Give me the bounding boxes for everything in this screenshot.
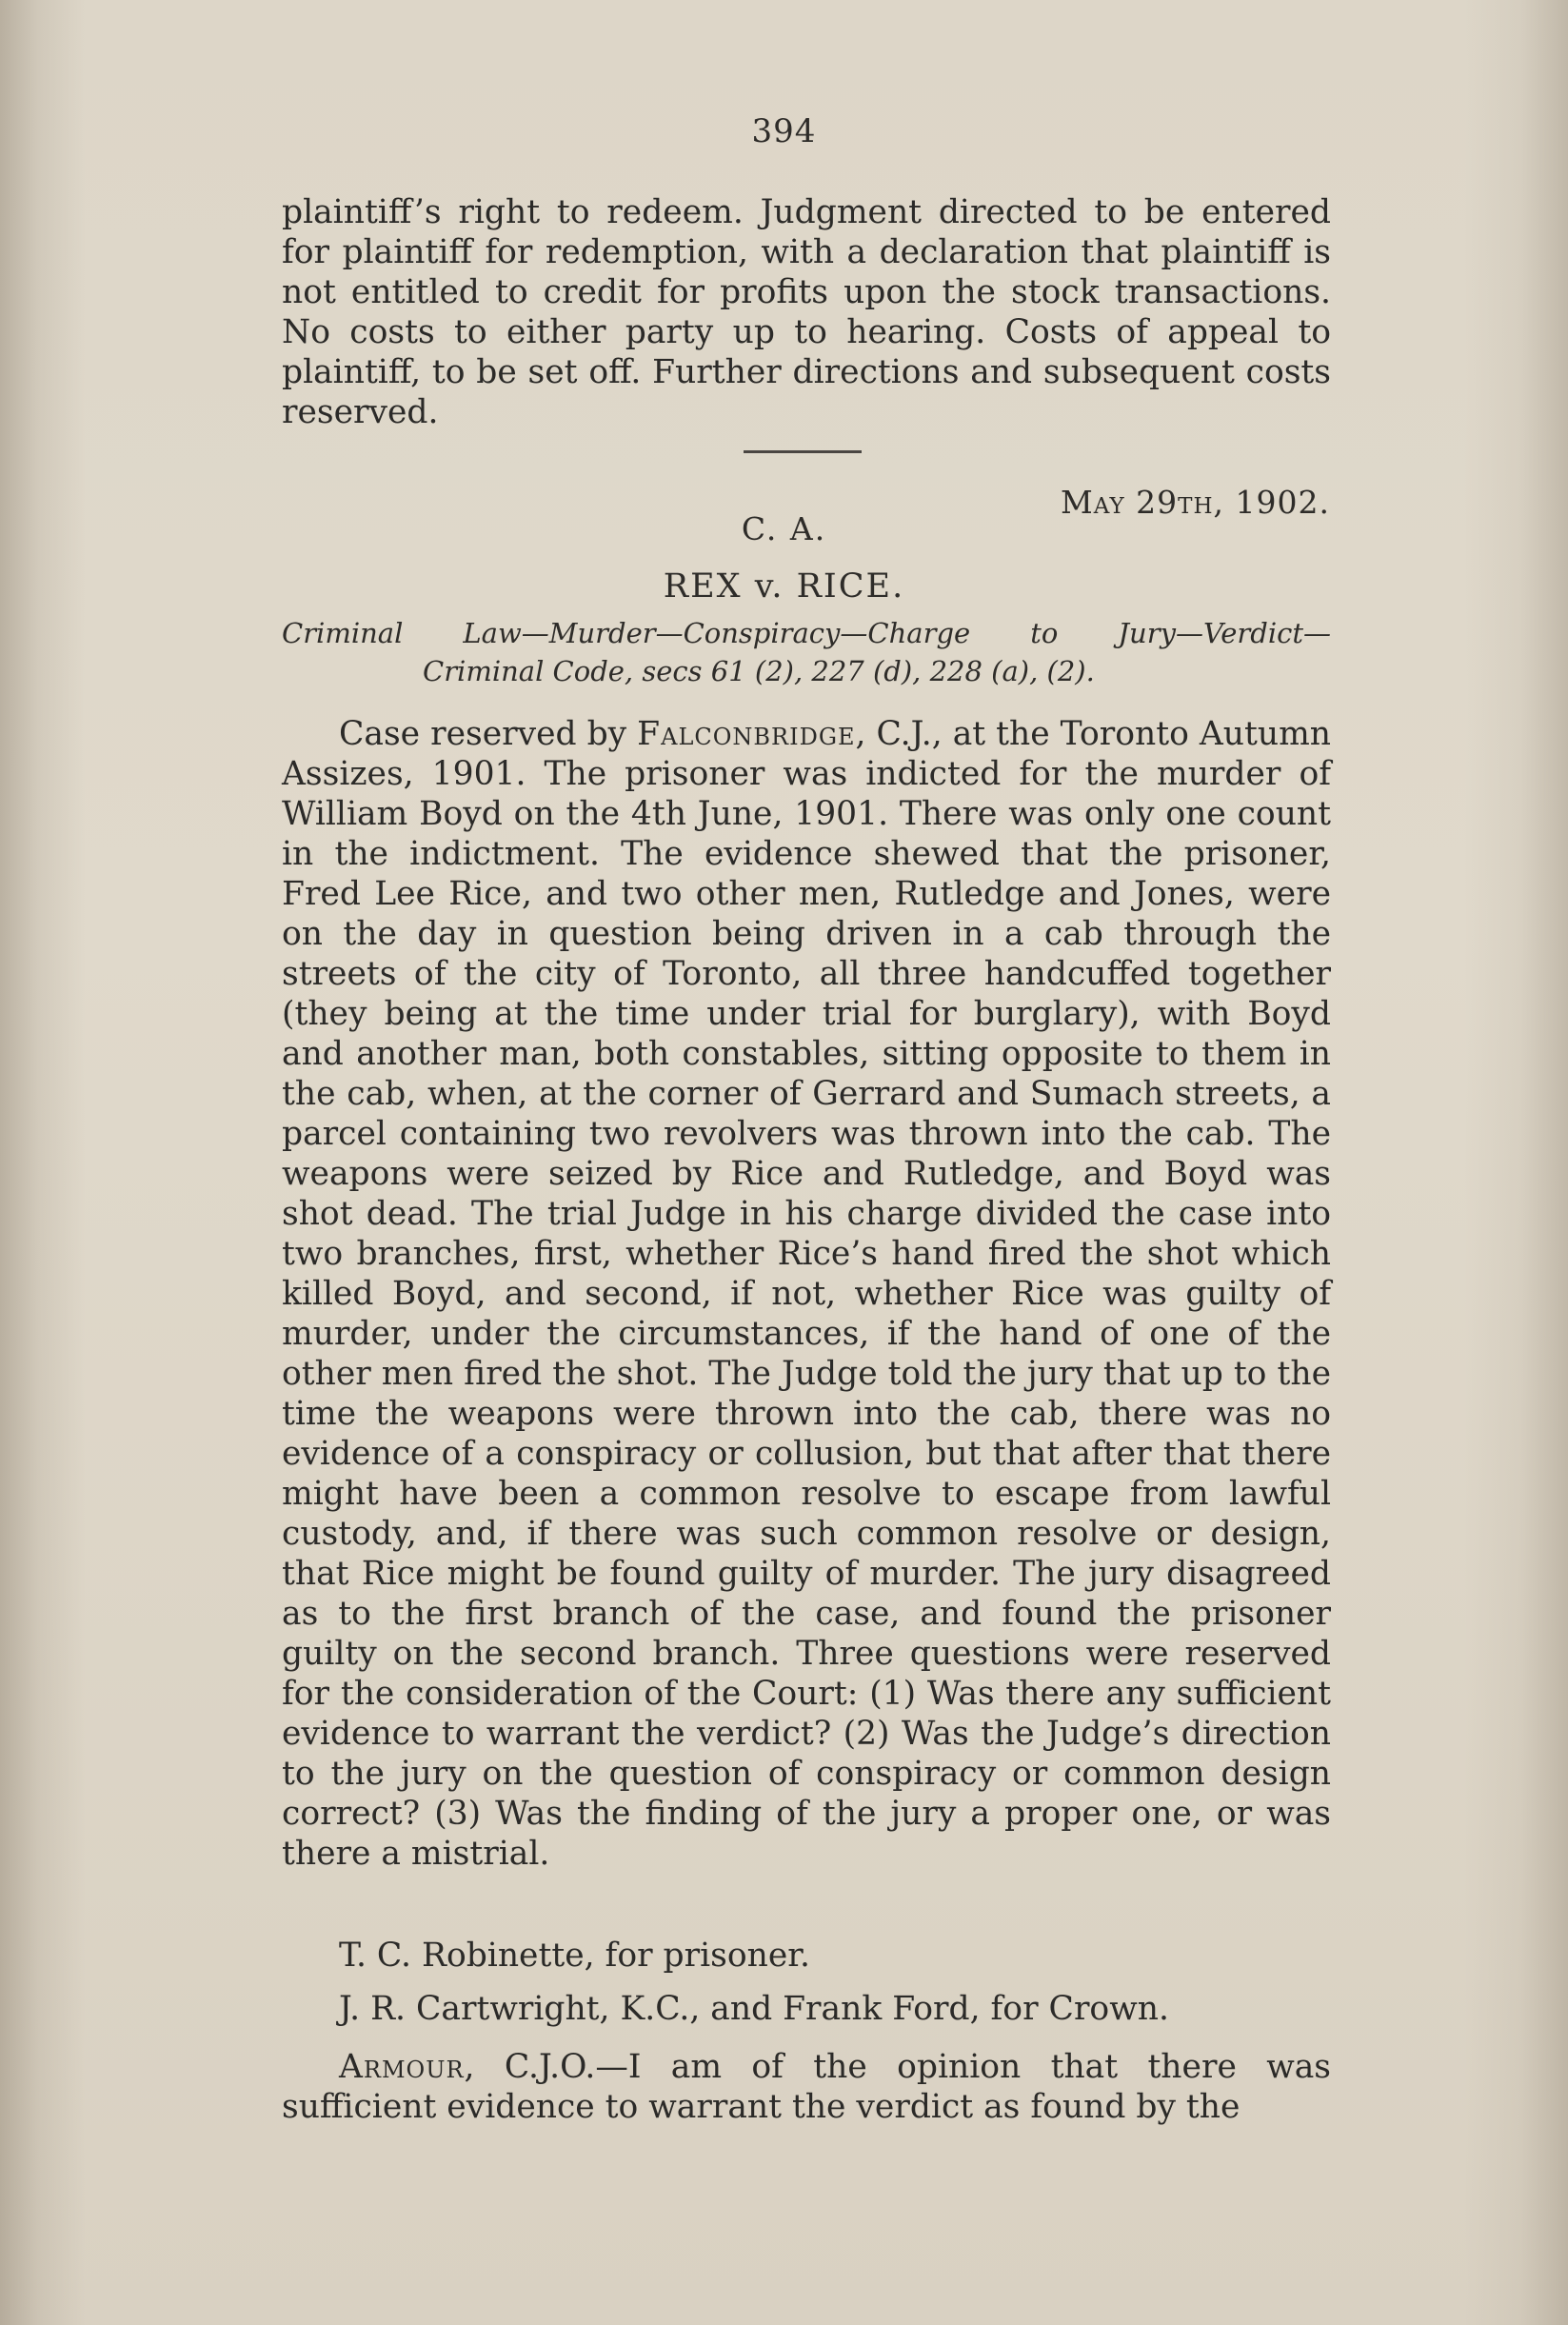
- statement-prefix: Case reserved by: [339, 715, 638, 753]
- statement-body: , C.J., at the Toronto Autumn Assizes, 1901. The prisoner was indicted for the murder of William Boyd on the 4th June, 1901. There was only one count in the indictment. The evidence shewed that the prisoner, Fred Lee Rice, and two other men, Rutledge and Jones, were on the day in question being driven in a cab through the streets of the city of Toronto, all three handcuffed together (they being at the time under trial for burglary), with Boyd and another man, both constables, sitting opposite to them in the cab, when, at the corner of Gerrard and Sumach streets, a parcel containing two revolvers was thrown into the cab. The weapons were seized by Rice and Rutledge, and Boyd was shot dead. The trial Judge in his charge divided the case into two branches, first, whether Rice’s hand fired the shot which killed Boyd, and second, if not, whether Rice was guilty of murder, under the circumstances, if the hand of one of the other men fired the shot. The Judge told the jury that up to the time the weapons were thrown into the cab, there was no evidence of a conspiracy or collusion, but that after that there might have been a common resolve to escape from lawful custody, and, if there was such common resolve or design, that Rice might be found guilty of murder. The jury disagreed as to the first branch of the case, and found the prisoner guilty on the second branch. Three questions were reserved for the consideration of the Court: (1) Was there any sufficient evidence to warrant the verdict? (2) Was the Judge’s direction to the jury on the question of conspiracy or common design correct? (3) Was the finding of the jury a proper one, or was there a mistrial.: [282, 715, 1332, 1873]
- case-date: May 29th, 1902.: [1061, 484, 1330, 521]
- judgment-paragraph: [282, 2047, 1331, 2127]
- headnote-line-1: Criminal Law—Murder—Conspiracy—Charge to Jury—Verdict—: [282, 617, 1331, 649]
- statement-judge-name: Falconbridge: [637, 715, 856, 753]
- section-divider: [744, 450, 862, 453]
- judgment-judge-name: Armour: [339, 2048, 465, 2086]
- judgment-body: , C.J.O.—I am of the opinion that there was sufficient evidence to warrant the verdict as found by the: [282, 2048, 1331, 2126]
- headnote-line-2: Criminal Code, secs 61 (2), 227 (d), 228 (a), (2).: [423, 655, 1095, 687]
- court-label: C. A.: [741, 510, 827, 547]
- continued-paragraph-text: plaintiff’s right to redeem. Judgment directed to be entered for plaintiff for redemption, with a declaration that plaintiff is not entitled to credit for profits upon the stock transactions. No costs to either party up to hearing. Costs of appeal to plaintiff, to be set off. Further directions and subsequent costs reserved.: [282, 193, 1331, 431]
- case-title: REX v. RICE.: [663, 567, 905, 606]
- case-statement: [282, 714, 1331, 1874]
- headnote: [282, 614, 1331, 690]
- counsel-for-crown: J. R. Cartwright, K.C., and Frank Ford, for Crown.: [339, 1990, 1169, 2028]
- case-statement-text: [282, 714, 1331, 1874]
- counsel-for-prisoner: T. C. Robinette, for prisoner.: [339, 1937, 810, 1975]
- page-number: 394: [751, 112, 817, 150]
- continued-paragraph: [282, 192, 1331, 432]
- judgment-text: [282, 2047, 1331, 2127]
